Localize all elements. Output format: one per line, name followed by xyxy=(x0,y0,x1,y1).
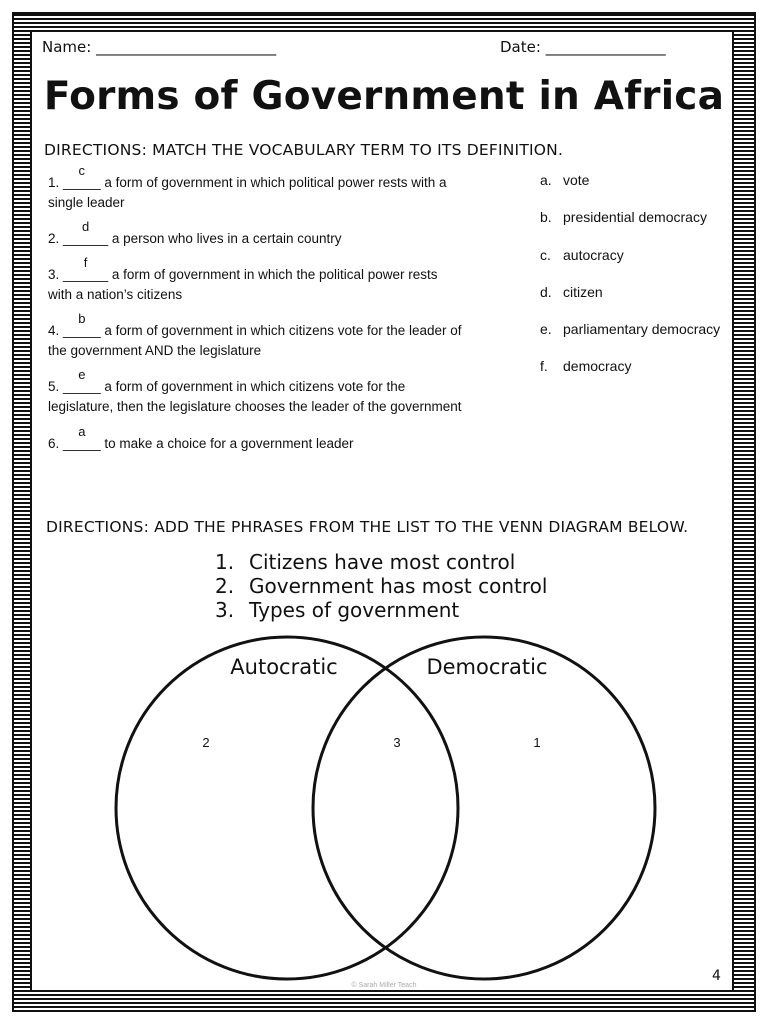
question-number: 4. xyxy=(48,323,60,338)
venn-label-autocratic: Autocratic xyxy=(230,655,338,679)
answer-blank[interactable]: _____ c xyxy=(63,163,101,190)
option-letter: c. xyxy=(540,247,551,263)
option-letter: a. xyxy=(540,172,552,188)
phrase-text: Government has most control xyxy=(249,574,548,598)
answer-blank[interactable]: _____ b xyxy=(63,311,101,338)
venn-answer-left: 2 xyxy=(202,735,210,750)
name-field[interactable]: Name: ________________________ xyxy=(42,38,277,56)
option-term: autocracy xyxy=(563,247,624,263)
worksheet-page xyxy=(30,30,734,992)
question-number: 5. xyxy=(48,379,60,394)
option-letter: f. xyxy=(540,358,548,374)
phrase-number: 1. xyxy=(215,550,235,574)
answer-blank[interactable]: ______ d xyxy=(63,219,109,246)
copyright-footer: © Sarah Miller Teach xyxy=(351,982,417,989)
matching-directions: DIRECTIONS: MATCH THE VOCABULARY TERM TO ITS DEFINITION. xyxy=(44,141,564,159)
question-number: 6. xyxy=(48,436,60,451)
venn-answer-middle: 3 xyxy=(393,735,401,750)
answer-text: d xyxy=(81,219,90,234)
venn-directions: DIRECTIONS: ADD THE PHRASES FROM THE LIST TO THE VENN DIAGRAM BELOW. xyxy=(46,518,689,536)
option-term: parliamentary democracy xyxy=(563,321,721,337)
question-number: 3. xyxy=(48,267,60,282)
answer-blank[interactable]: _____ a xyxy=(63,424,101,451)
question-text: a form of government in which citizens vote for the leader of xyxy=(104,323,462,338)
question-number: 2. xyxy=(48,231,60,246)
date-field[interactable]: Date: ________________ xyxy=(500,38,666,56)
question-text: a form of government in which political power rests with a xyxy=(104,175,447,190)
option-term: democracy xyxy=(563,358,632,374)
option-term: vote xyxy=(563,172,590,188)
phrase-number: 3. xyxy=(215,598,235,622)
venn-diagram xyxy=(32,32,736,994)
question-text-cont: the government AND the legislature xyxy=(48,343,262,358)
phrase-number: 2. xyxy=(215,574,235,598)
answer-text: f xyxy=(83,255,88,270)
question-text-cont: legislature, then the legislature chooses the leader of the government xyxy=(48,399,462,414)
answer-text: c xyxy=(78,163,86,178)
question-text-cont: with a nation’s citizens xyxy=(48,287,183,302)
question-text: a person who lives in a certain country xyxy=(111,231,342,246)
venn-circle-democratic xyxy=(313,637,655,979)
page-number: 4 xyxy=(712,968,721,984)
venn-circle-autocratic xyxy=(116,637,458,979)
option-letter: d. xyxy=(540,284,552,300)
answer-text: a xyxy=(78,424,86,439)
venn-label-democratic: Democratic xyxy=(426,655,548,679)
question-number: 1. xyxy=(48,175,60,190)
option-term: citizen xyxy=(563,284,603,300)
venn-answer-right: 1 xyxy=(533,735,541,750)
answer-blank[interactable]: ______ f xyxy=(63,255,109,282)
option-letter: b. xyxy=(540,209,552,225)
answer-text: e xyxy=(78,367,86,382)
question-text-cont: single leader xyxy=(48,195,125,210)
answer-blank[interactable]: _____ e xyxy=(63,367,101,394)
question-text: a form of government in which citizens vote for the xyxy=(104,379,406,394)
phrase-text: Citizens have most control xyxy=(249,550,516,574)
question-text: to make a choice for a government leader xyxy=(104,436,354,451)
phrase-text: Types of government xyxy=(249,598,460,622)
option-letter: e. xyxy=(540,321,552,337)
option-term: presidential democracy xyxy=(563,209,707,225)
question-text: a form of government in which the political power rests xyxy=(111,267,438,282)
page-title: Forms of Government in Africa xyxy=(43,74,725,119)
answer-text: b xyxy=(78,311,86,326)
